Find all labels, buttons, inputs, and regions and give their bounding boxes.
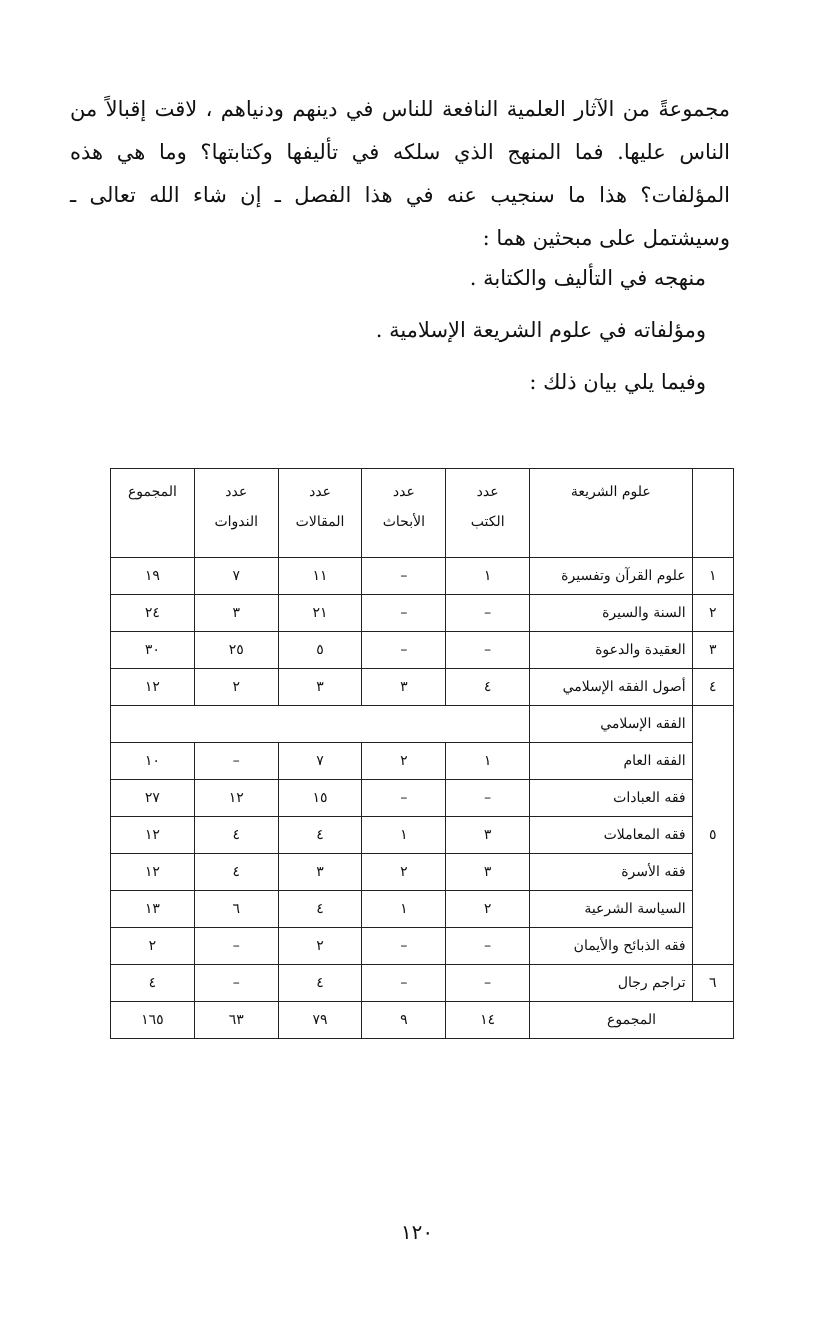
row-articles: ٣: [278, 854, 362, 891]
table-row: [111, 595, 734, 632]
row-seminars: ٧: [194, 558, 278, 595]
row-books: –: [446, 595, 530, 632]
row-research: –: [362, 632, 446, 669]
group-header-blank: [111, 706, 530, 743]
table-header-row: [111, 469, 734, 558]
row-seminars: –: [194, 743, 278, 780]
table-row: [111, 743, 734, 780]
table-row: [111, 965, 734, 1002]
row-research: –: [362, 780, 446, 817]
topic-method: منهجه في التأليف والكتابة .: [469, 266, 706, 290]
header-seminars: عدد الندوات: [194, 469, 278, 558]
row-research: –: [362, 965, 446, 1002]
row-research: –: [362, 595, 446, 632]
row-research: ١: [362, 817, 446, 854]
row-books: –: [446, 965, 530, 1002]
row-field: فقه الذبائح والأيمان: [530, 928, 693, 965]
table-row: [111, 669, 734, 706]
row-total: ١٣: [111, 891, 195, 928]
row-research: ١: [362, 891, 446, 928]
row-seminars: ٢٥: [194, 632, 278, 669]
paragraph-line: مجموعةً من الآثار العلمية النافعة للناس في دينهم ودنياهم ، لاقت إقبالاً من: [70, 97, 730, 121]
row-field: تراجم رجال: [530, 965, 693, 1002]
totals-total: ١٦٥: [111, 1002, 195, 1039]
header-research: عدد الأبحاث: [362, 469, 446, 558]
table-row: [111, 928, 734, 965]
table-row: [111, 854, 734, 891]
totals-row: [111, 1002, 734, 1039]
row-seminars: –: [194, 965, 278, 1002]
row-field: العقيدة والدعوة: [530, 632, 693, 669]
row-field: فقه العبادات: [530, 780, 693, 817]
row-field: السنة والسيرة: [530, 595, 693, 632]
row-books: –: [446, 928, 530, 965]
row-articles: ٥: [278, 632, 362, 669]
row-field: الفقه العام: [530, 743, 693, 780]
row-articles: ٢١: [278, 595, 362, 632]
row-seminars: ٦: [194, 891, 278, 928]
row-seminars: ٤: [194, 817, 278, 854]
group-title: الفقه الإسلامي: [530, 706, 693, 743]
row-total: ١٢: [111, 817, 195, 854]
row-books: –: [446, 780, 530, 817]
row-field: فقه الأسرة: [530, 854, 693, 891]
row-seminars: ٣: [194, 595, 278, 632]
table-row: [111, 780, 734, 817]
paragraph-line: الناس عليها. فما المنهج الذي سلكه في تأليفها وكتابتها؟ وما هي هذه: [70, 140, 730, 164]
row-books: ٤: [446, 669, 530, 706]
row-books: ١: [446, 743, 530, 780]
topic-intro-next: وفيما يلي بيان ذلك :: [529, 370, 706, 394]
row-total: ٣٠: [111, 632, 195, 669]
header-number: [692, 469, 733, 558]
topic-works: ومؤلفاته في علوم الشريعة الإسلامية .: [375, 318, 706, 342]
totals-label: المجموع: [530, 1002, 734, 1039]
row-total: ١٢: [111, 669, 195, 706]
row-number: ٢: [692, 595, 733, 632]
row-articles: ١١: [278, 558, 362, 595]
row-field: أصول الفقه الإسلامي: [530, 669, 693, 706]
row-articles: ٢: [278, 928, 362, 965]
row-research: ٢: [362, 854, 446, 891]
table-row: [111, 817, 734, 854]
row-articles: ٧: [278, 743, 362, 780]
row-books: ٢: [446, 891, 530, 928]
row-total: ٢: [111, 928, 195, 965]
table-row: [111, 891, 734, 928]
row-total: ٤: [111, 965, 195, 1002]
works-statistics-table: [110, 468, 734, 1039]
row-number: ٣: [692, 632, 733, 669]
row-total: ١٩: [111, 558, 195, 595]
row-research: ٢: [362, 743, 446, 780]
header-field: علوم الشريعة: [530, 469, 693, 558]
row-number: ١: [692, 558, 733, 595]
totals-seminars: ٦٣: [194, 1002, 278, 1039]
row-books: –: [446, 632, 530, 669]
row-articles: ١٥: [278, 780, 362, 817]
totals-books: ١٤: [446, 1002, 530, 1039]
row-books: ٣: [446, 817, 530, 854]
row-number: ٦: [692, 965, 733, 1002]
totals-articles: ٧٩: [278, 1002, 362, 1039]
row-articles: ٤: [278, 965, 362, 1002]
row-research: –: [362, 558, 446, 595]
paragraph-line: وسيشتمل على مبحثين هما :: [482, 226, 730, 250]
row-seminars: ٤: [194, 854, 278, 891]
row-total: ٢٤: [111, 595, 195, 632]
row-total: ١٢: [111, 854, 195, 891]
row-total: ٢٧: [111, 780, 195, 817]
page-number: ١٢٠: [400, 1220, 434, 1244]
row-field: فقه المعاملات: [530, 817, 693, 854]
row-articles: ٣: [278, 669, 362, 706]
row-books: ٣: [446, 854, 530, 891]
row-research: ٣: [362, 669, 446, 706]
row-total: ١٠: [111, 743, 195, 780]
table-row: [111, 632, 734, 669]
row-books: ١: [446, 558, 530, 595]
row-number: ٤: [692, 669, 733, 706]
table-row: [111, 558, 734, 595]
group-header-row: [111, 706, 734, 743]
row-seminars: –: [194, 928, 278, 965]
header-books: عدد الكتب: [446, 469, 530, 558]
row-field: السياسة الشرعية: [530, 891, 693, 928]
header-articles: عدد المقالات: [278, 469, 362, 558]
row-field: علوم القرآن وتفسيرة: [530, 558, 693, 595]
totals-research: ٩: [362, 1002, 446, 1039]
row-research: –: [362, 928, 446, 965]
header-total: المجموع: [111, 469, 195, 558]
intro-paragraph: [70, 88, 730, 260]
row-seminars: ٢: [194, 669, 278, 706]
paragraph-line: المؤلفات؟ هذا ما سنجيب عنه في هذا الفصل ـ إن شاء الله تعالى ـ: [70, 183, 730, 207]
row-articles: ٤: [278, 891, 362, 928]
group-number: ٥: [692, 706, 733, 965]
row-articles: ٤: [278, 817, 362, 854]
row-seminars: ١٢: [194, 780, 278, 817]
